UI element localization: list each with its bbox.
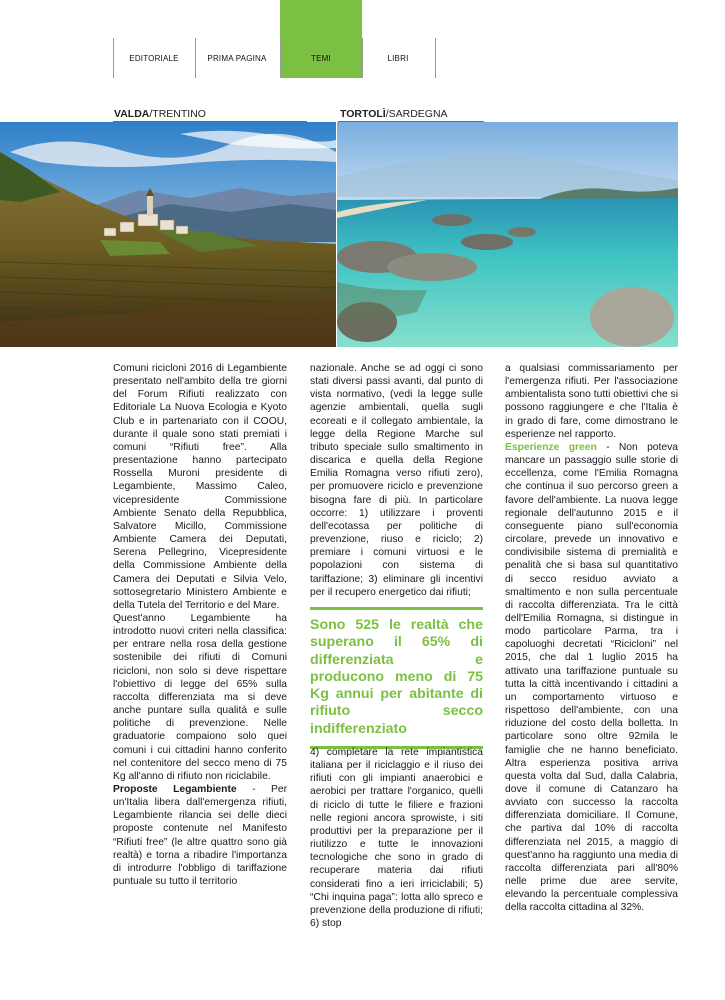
- photo-valda: [0, 122, 336, 347]
- paragraph: 4) completare la rete impiantistica italiana per il riciclaggio e il riuso dei rifiuti con gli impianti anaerobici e aerobici per trattare l'organico, quelli di riciclo di tutte le filiere e frazioni nelle regioni ancora sprowiste, i siti produttivi per la preparazione per il riutilizzo e tutte le innovazioni tecnologiche che sono in grado di recuperare materia dai rifiuti considerati fino a ieri irriciclabili; 5) “Chi inquina paga”: lotta allo spreco e prevenzione della produzione di rifiuti; 6) stop: [310, 747, 483, 930]
- paragraph: Quest'anno Legambiente ha introdotto nuovi criteri nella classifica: per entrare nella rosa della gestione sostenibile dei rifiuti di Comuni ricicloni, non solo si deve rispettare l'obiettivo di legge del 65% sulla raccolta differenziata ma si deve anche puntare sulla qualità e sulle politiche di prevenzione. Nelle graduatorie compaiono solo quei comuni i cui cittadini hanno conferito nel contenitore del secco meno di 75 Kg all'anno di rifiuto non riciclabile.: [113, 612, 287, 782]
- tab-libri[interactable]: LIBRI: [387, 54, 409, 63]
- photo-caption-right: [340, 108, 448, 120]
- caption-place: TORTOLÌ: [340, 108, 386, 120]
- pull-quote: Sono 525 le realtà che superano il 65% di differenziata e producono meno di 75 Kg annui per abitante di rifiuto secco indifferenziato: [310, 607, 483, 749]
- caption-region: /TRENTINO: [149, 108, 206, 120]
- paragraph: Proposte Legambiente - Per un'Italia libera dall'emergenza rifiuti, Legambiente rilancia sei delle dieci proposte contenute nel Manifesto “Rifiuti free” (le altre quattro sono già realtà) e torna a ribadire l'importanza di introdurre l'obbligo di tariffazione puntuale su tutto il territorio: [113, 784, 287, 888]
- active-section-highlight: [280, 0, 362, 78]
- section-heading: Proposte Legambiente: [113, 784, 237, 795]
- photo-caption-left: [114, 108, 206, 120]
- paragraph: Comuni ricicloni 2016 di Legambiente presentato nell'ambito della tre giorni del Forum Rifiuti realizzato con Editoriale La Nuova Ecologia e Kyoto Club e in partenariato con il COOU, durante il quale sono stati premiati i comuni “Rifiuti free”. Alla presentazione hanno partecipato Rossella Muroni presidente di Legambiente, Massimo Caleo, vicepresidente Commissione Ambiente Senato della Repubblica, Salvatore Micillo, Commissione Ambiente Camera dei Deputati, Serena Pellegrino, Vicepresidente della Commissione Ambiente della Camera dei Deputati e Silvia Velo, sottosegretario Ministero Ambiente e della Tutela del Territorio e del Mare.: [113, 363, 287, 611]
- caption-place: VALDA: [114, 108, 150, 120]
- text-column-3: [505, 362, 678, 915]
- paragraph: a qualsiasi commissariamento per l'emergenza rifiuti. Per l'associazione ambientalista sono tutti obiettivi che si possono raggiungere e che l'Italia è in grado di fare, come dimostrano le esperienze nel rapporto.: [505, 363, 678, 440]
- paragraph: nazionale. Anche se ad oggi ci sono stati diversi passi avanti, dal punto di vista normativo, (vedi la legge sulle agenzie ambientali, quella sugli ecoreati e il collegato ambientale, la legge della Regione Marche sul tributo speciale sullo smaltimento in discarica e quella della Regione Emilia Romagna verso rifiuti zero), per promuovere riciclo e prevenzione bisogna fare di più. In particolare occorre: 1) utilizzare i proventi dell'ecotassa per politiche di prevenzione, riuso e riciclo; 2) premiare i comuni virtuosi e le popolazioni con sistema di tariffazione; 3) eliminare gli incentivi per il recupero energetico dai rifiuti;: [310, 363, 483, 598]
- text-column-1: [113, 362, 287, 888]
- tab-temi[interactable]: TEMI: [311, 54, 331, 63]
- section-heading: Esperienze green: [505, 441, 597, 453]
- sea-coast-image: [337, 122, 678, 347]
- photo-tortoli: [337, 122, 678, 347]
- text-column-2-top: [310, 362, 483, 599]
- section-nav: [113, 0, 435, 78]
- nav-divider: [195, 38, 196, 78]
- text-column-2-bottom: [310, 746, 483, 930]
- paragraph: Esperienze green - Non poteva mancare un passaggio sulle storie di eccellenza, come l'Emilia Romagna che continua il suo percorso green a favore dell'ambiente. La nuova legge regionale dell'autunno 2015 e il conseguente piano sull'economia circolare, prevede un innovativo e condivisibile sistema di premialità e penalità che si basa sul quantitativo di secco residuo avviato a smaltimento e non sulla percentuale di raccolta differenziata. Tra le città dell'Emilia Romagna, si distingue in modo particolare Parma, tra i capoluoghi decretati “Ricicloni” nel 2015, che dal 1 luglio 2015 ha attivato una tariffazione puntuale su tutta la città incentivando i cittadini a un comportamento virtuoso e rispettoso dell'ambiente, con una riduzione del costo della bolletta. In particolare sono oltre 92mila le famiglie che ne hanno beneficiato. Altra esperienza positiva arriva questa volta dal Sud, dalla Calabria, dove il comune di Catanzaro ha avviato con successo la raccolta differenziata domiciliare. Il Comune, che partiva dal 10% di raccolta differenziata nel 2015, a maggio di quest'anno ha raggiunto una media di raccolta differenziata pari all'80% nelle prime due aree servite, elevando la percentuale complessiva della raccolta cittadina al 32%.: [505, 441, 678, 914]
- vineyard-image: [0, 122, 336, 347]
- caption-region: /SARDEGNA: [385, 108, 448, 120]
- tab-prima-pagina[interactable]: PRIMA PAGINA: [207, 54, 267, 63]
- tab-editoriale[interactable]: EDITORIALE: [129, 54, 179, 63]
